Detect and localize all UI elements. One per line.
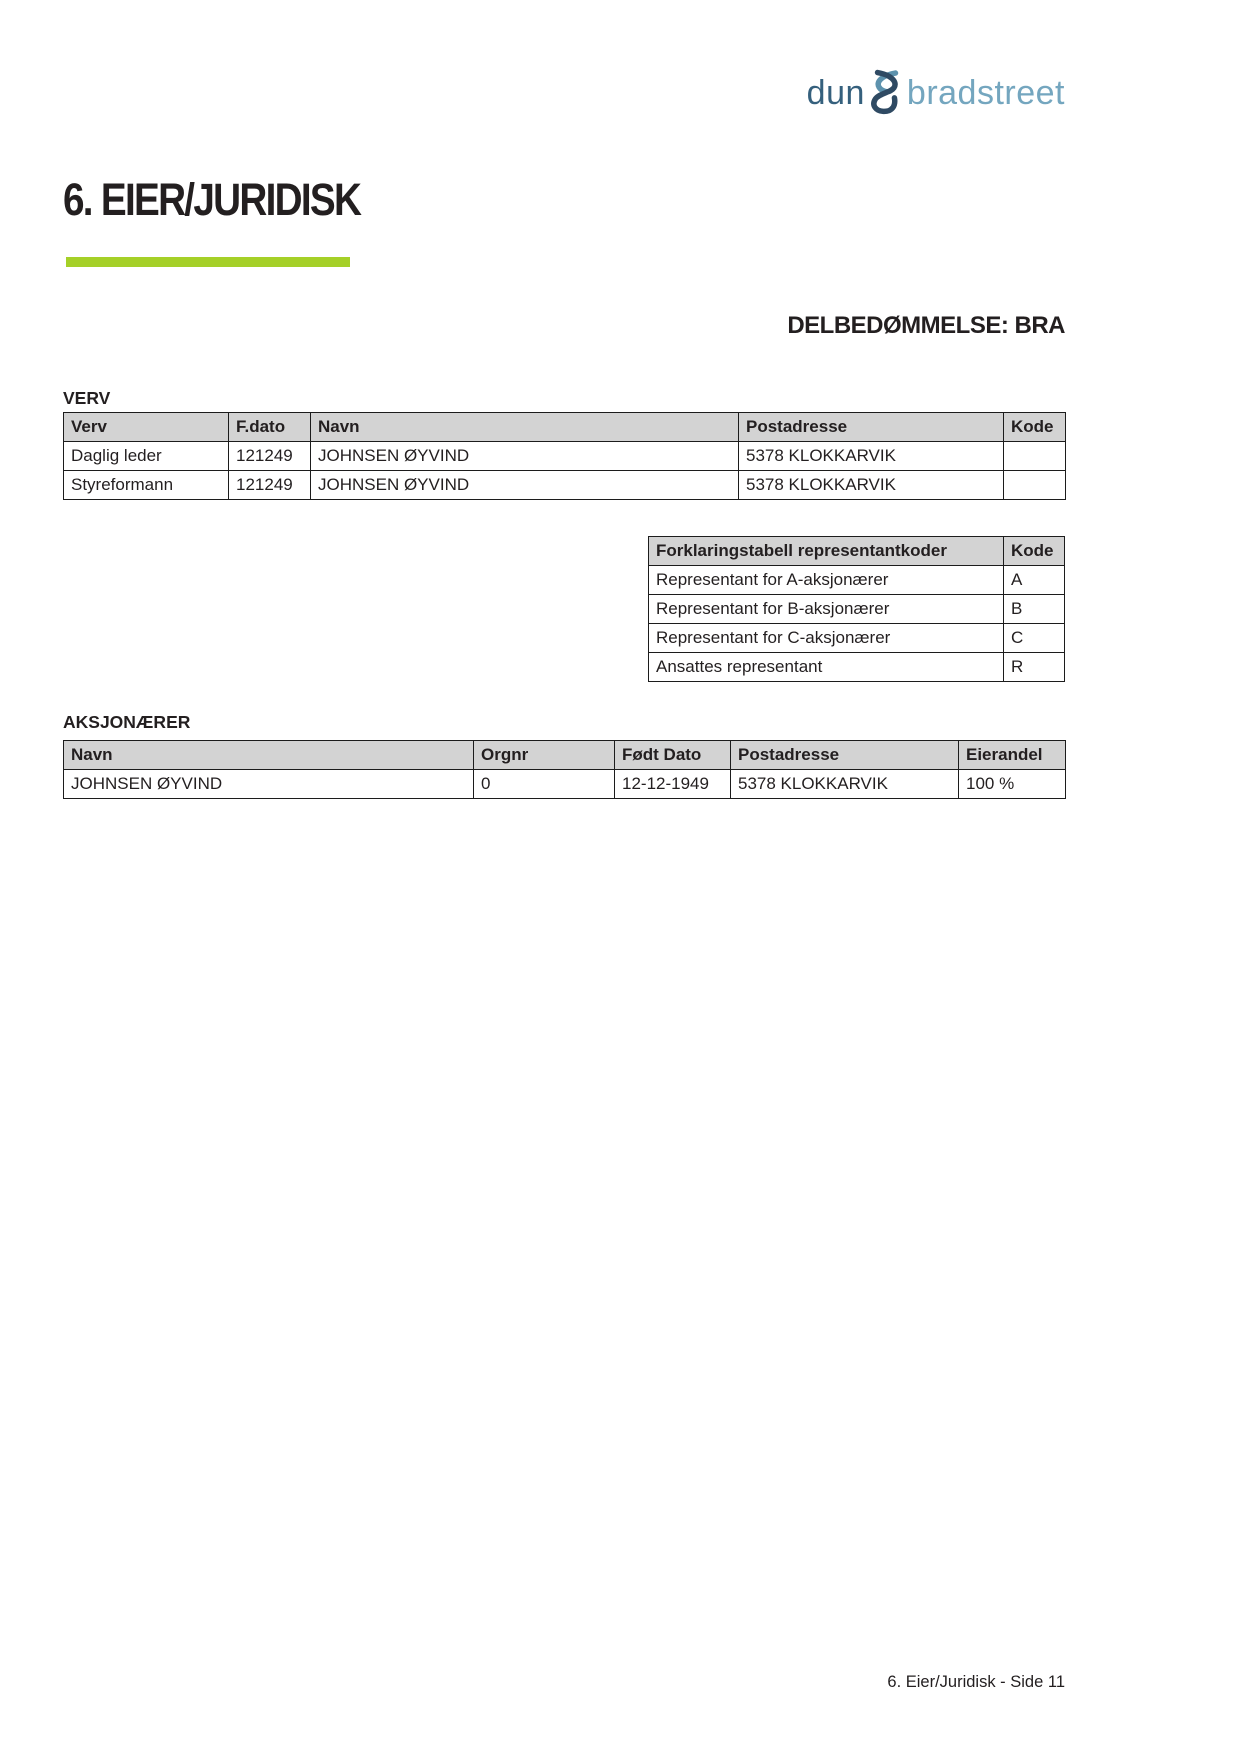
column-header: Kode xyxy=(1004,413,1066,442)
column-header: Kode xyxy=(1004,537,1065,566)
table-header-row xyxy=(649,537,1065,566)
table-cell: C xyxy=(1004,624,1065,653)
table-cell: 121249 xyxy=(229,442,311,471)
table-row xyxy=(649,653,1065,682)
verv-table xyxy=(63,412,1066,500)
section-heading-aksjonaerer: AKSJONÆRER xyxy=(63,712,191,732)
logo-text-bradstreet: bradstreet xyxy=(906,73,1065,112)
table-cell: B xyxy=(1004,595,1065,624)
table-cell: Representant for A-aksjonærer xyxy=(649,566,1004,595)
table-cell: R xyxy=(1004,653,1065,682)
page-title: 6. EIER/JURIDISK xyxy=(63,174,361,225)
table-cell: 121249 xyxy=(229,471,311,500)
section-heading-verv: VERV xyxy=(63,388,111,408)
column-header: Forklaringstabell representantkoder xyxy=(649,537,1004,566)
column-header: Postadresse xyxy=(739,413,1004,442)
dnb-logo xyxy=(807,66,1065,120)
sub-rating-label: DELBEDØMMELSE: BRA xyxy=(787,312,1065,339)
table-cell: 100 % xyxy=(959,770,1066,799)
table-cell xyxy=(1004,442,1066,471)
column-header: Orgnr xyxy=(474,741,615,770)
table-cell: 5378 KLOKKARVIK xyxy=(731,770,959,799)
dnb-ampersand-icon xyxy=(867,66,905,116)
table-cell xyxy=(1004,471,1066,500)
table-row xyxy=(649,595,1065,624)
shareholders-table xyxy=(63,740,1066,799)
table-header-row xyxy=(64,413,1066,442)
column-header: F.dato xyxy=(229,413,311,442)
page-footer: 6. Eier/Juridisk - Side 11 xyxy=(887,1673,1065,1691)
table-cell: JOHNSEN ØYVIND xyxy=(311,471,739,500)
column-header: Postadresse xyxy=(731,741,959,770)
table-cell: A xyxy=(1004,566,1065,595)
column-header: Verv xyxy=(64,413,229,442)
table-cell: JOHNSEN ØYVIND xyxy=(311,442,739,471)
table-cell: 12-12-1949 xyxy=(615,770,731,799)
table-cell: Representant for B-aksjonærer xyxy=(649,595,1004,624)
table-row xyxy=(649,624,1065,653)
table-row xyxy=(64,471,1066,500)
table-cell: 5378 KLOKKARVIK xyxy=(739,471,1004,500)
table-row xyxy=(64,442,1066,471)
table-cell: Ansattes representant xyxy=(649,653,1004,682)
table-cell: 0 xyxy=(474,770,615,799)
table-cell: JOHNSEN ØYVIND xyxy=(64,770,474,799)
logo-text-dun: dun xyxy=(806,73,865,112)
representative-codes-table xyxy=(648,536,1065,682)
column-header: Født Dato xyxy=(615,741,731,770)
column-header: Navn xyxy=(64,741,474,770)
table-row xyxy=(64,770,1066,799)
table-cell: 5378 KLOKKARVIK xyxy=(739,442,1004,471)
table-row xyxy=(649,566,1065,595)
table-header-row xyxy=(64,741,1066,770)
table-cell: Styreformann xyxy=(64,471,229,500)
title-accent-bar xyxy=(66,257,350,267)
table-cell: Representant for C-aksjonærer xyxy=(649,624,1004,653)
column-header: Navn xyxy=(311,413,739,442)
table-cell: Daglig leder xyxy=(64,442,229,471)
column-header: Eierandel xyxy=(959,741,1066,770)
